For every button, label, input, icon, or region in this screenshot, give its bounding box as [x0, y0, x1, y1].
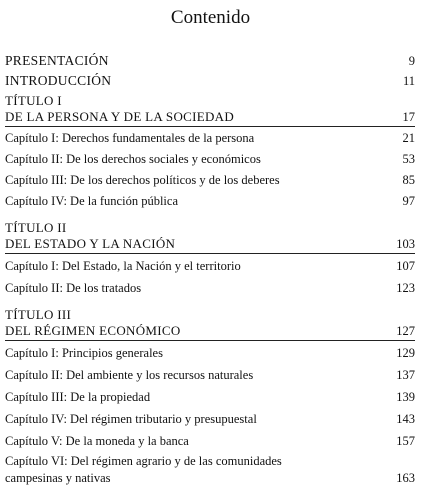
chapter-page: 137 — [396, 368, 415, 382]
chapter-page: 139 — [396, 390, 415, 404]
toc-entry-label: PRESENTACIÓN — [5, 53, 109, 68]
titulo-entry[interactable] — [5, 108, 415, 127]
toc-entry-page: 9 — [408, 54, 415, 68]
chapter-label: Capítulo IV: Del régimen tributario y presupuestal — [5, 412, 257, 426]
chapter-label: Capítulo I: Derechos fundamentales de la persona — [5, 131, 255, 145]
chapter-label-continued: campesinas y nativas — [5, 471, 111, 485]
chapter-page: 21 — [402, 131, 415, 145]
toc-entry-label: INTRODUCCIÓN — [5, 73, 112, 88]
toc-entry-page: 127 — [396, 324, 415, 338]
chapter-entry[interactable] — [5, 192, 415, 210]
chapter-entry[interactable] — [5, 410, 415, 428]
titulo-name: DE LA PERSONA Y DE LA SOCIEDAD — [5, 109, 235, 124]
chapter-label: Capítulo I: Principios generales — [5, 346, 163, 360]
toc-entry-page: 103 — [396, 237, 415, 251]
chapter-entry[interactable] — [5, 171, 415, 189]
chapter-page: 123 — [396, 281, 415, 295]
chapter-entry[interactable] — [5, 150, 415, 168]
titulo-label: TÍTULO II — [5, 220, 67, 235]
chapter-label: Capítulo III: De los derechos políticos y de los deberes — [5, 173, 280, 187]
toc-entry-page: 17 — [402, 110, 415, 124]
chapter-page: 107 — [396, 259, 415, 273]
chapter-label: Capítulo II: Del ambiente y los recursos naturales — [5, 368, 254, 382]
chapter-label: Capítulo III: De la propiedad — [5, 390, 151, 404]
chapter-entry[interactable] — [5, 129, 415, 147]
toc-entry-introduccion[interactable] — [5, 72, 415, 90]
titulo-label: TÍTULO III — [5, 307, 72, 322]
chapter-entry[interactable] — [5, 344, 415, 362]
chapter-page: 143 — [396, 412, 415, 426]
chapter-label: Capítulo IV: De la función pública — [5, 194, 178, 208]
titulo-entry[interactable] — [5, 322, 415, 341]
titulo-entry[interactable] — [5, 235, 415, 254]
titulo-name: DEL ESTADO Y LA NACIÓN — [5, 236, 176, 251]
titulo-name: DEL RÉGIMEN ECONÓMICO — [5, 323, 181, 338]
chapter-label: Capítulo I: Del Estado, la Nación y el territorio — [5, 259, 241, 273]
chapter-entry[interactable] — [5, 432, 415, 450]
chapter-entry[interactable] — [5, 452, 415, 488]
chapter-label: Capítulo II: De los derechos sociales y económicos — [5, 152, 261, 166]
chapter-page: 53 — [402, 152, 415, 166]
chapter-label: Capítulo II: De los tratados — [5, 281, 142, 295]
chapter-entry[interactable] — [5, 388, 415, 406]
chapter-page: 97 — [402, 194, 415, 208]
chapter-label: Capítulo V: De la moneda y la banca — [5, 434, 189, 448]
chapter-entry[interactable] — [5, 279, 415, 297]
chapter-page: 129 — [396, 346, 415, 360]
chapter-page: 163 — [396, 471, 415, 485]
toc-entry-presentacion[interactable] — [5, 52, 415, 70]
chapter-entry[interactable] — [5, 257, 415, 275]
chapter-page: 157 — [396, 434, 415, 448]
toc-entry-page: 11 — [402, 74, 415, 88]
page-title: Contenido — [170, 7, 251, 28]
chapter-page: 85 — [402, 173, 415, 187]
chapter-label: Capítulo VI: Del régimen agrario y de las comunidades — [5, 454, 282, 468]
chapter-entry[interactable] — [5, 366, 415, 384]
titulo-label: TÍTULO I — [5, 93, 62, 108]
